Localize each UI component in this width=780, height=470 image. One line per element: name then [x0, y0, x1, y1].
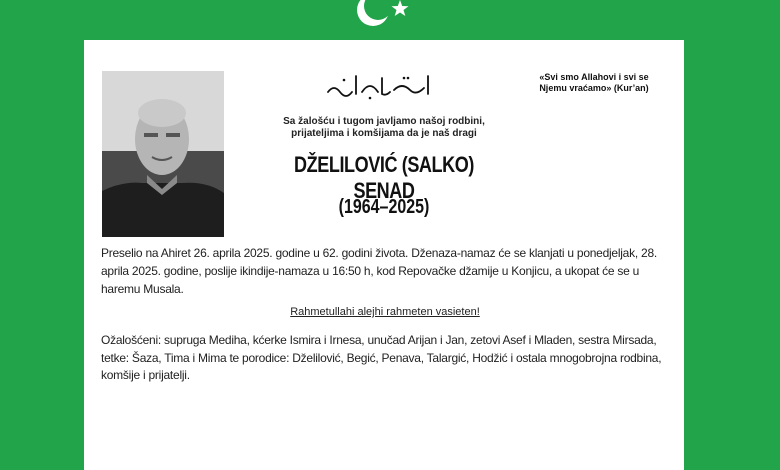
quran-quote — [514, 72, 674, 94]
mourners-list: Ožalošćeni: supruga Mediha, kćerke Ismira i Irnesa, unučad Arijan i Jan, zetovi Asef i Mladen, sestra Mirsada, tetke: Šaza, Tima i Mima te porodice: Dželilović, Begić, Penava, Talargić, Hodžić i ostala mnogobrojna rodbina, komšije i prijatelji. — [101, 333, 662, 382]
funeral-announcement: Preselio na Ahiret 26. aprila 2025. godine u 62. godini života. Dženaza-namaz će se klanjati u ponedjeljak, 28. aprila 2025. godine, poslije ikindije-namaza u 16:50 h, kod Repovačke džamije u Konjicu, a ukopat će se u haremu Musala. — [101, 246, 657, 296]
portrait-photo — [102, 71, 224, 237]
obituary-card — [84, 40, 684, 470]
intro-line-2: prijateljima i komšijama da je naš dragi — [291, 128, 477, 139]
arabic-calligraphy — [320, 70, 440, 100]
intro-line-1: Sa žalošću i tugom javljamo našoj rodbini, — [283, 116, 485, 127]
quote-line-2: Njemu vraćamo» (Kur’an) — [539, 83, 649, 93]
quote-line-1: «Svi smo Allahovi i svi se — [539, 72, 649, 82]
life-years: (1964–2025) — [338, 196, 430, 218]
deceased-name: DŽELILOVIĆ (SALKO) SENAD — [293, 152, 475, 203]
crescent-star-icon — [347, 0, 417, 32]
prayer-line: Rahmetullahi alejhi rahmeten vasieten! — [290, 306, 480, 318]
intro-text — [274, 116, 494, 140]
